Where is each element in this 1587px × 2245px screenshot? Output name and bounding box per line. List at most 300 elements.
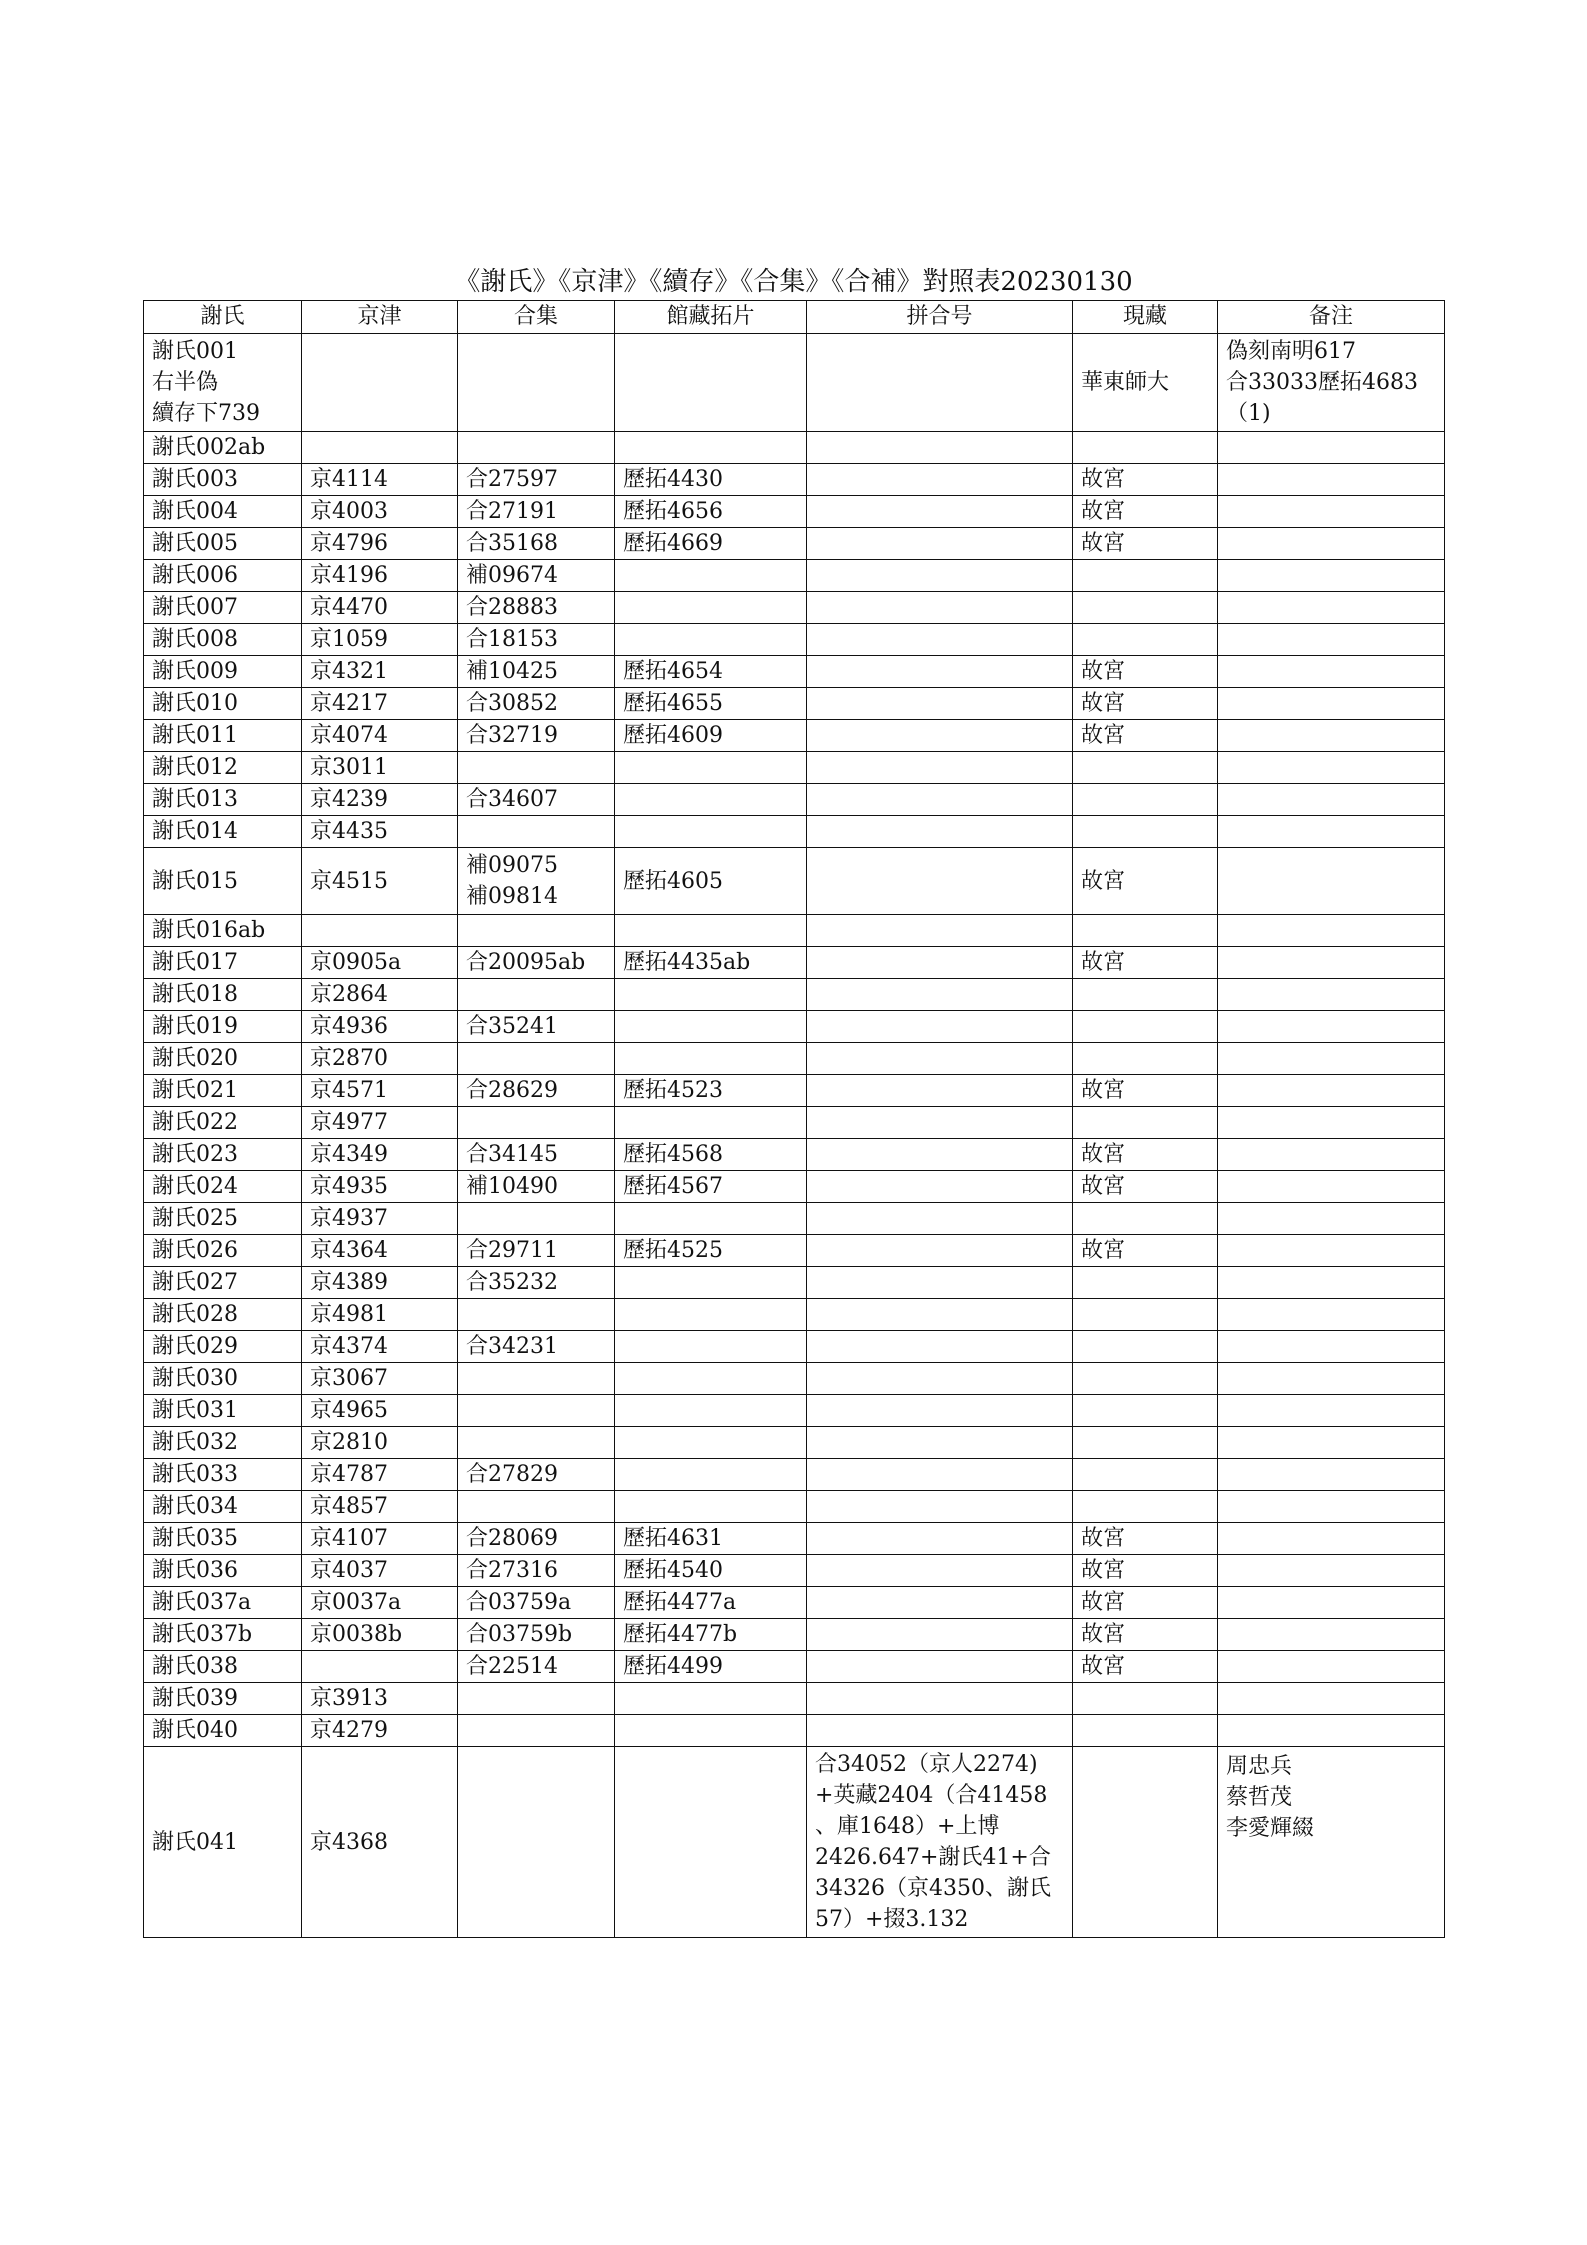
cell-xie <box>144 1075 302 1107</box>
cell-xie <box>144 1267 302 1299</box>
cell-jingjin <box>302 656 458 688</box>
cell-heji <box>458 915 615 947</box>
cell-jingjin-line: 京4349 <box>310 1142 388 1167</box>
cell-join <box>807 1075 1073 1107</box>
cell-location <box>1073 848 1218 915</box>
cell-xie <box>144 1619 302 1651</box>
cell-rubbing <box>615 1747 807 1938</box>
cell-location <box>1073 915 1218 947</box>
cell-xie <box>144 592 302 624</box>
table-row <box>144 1427 1445 1459</box>
cell-xie <box>144 432 302 464</box>
cell-join <box>807 1363 1073 1395</box>
cell-location <box>1073 947 1218 979</box>
cell-join <box>807 1427 1073 1459</box>
cell-jingjin <box>302 688 458 720</box>
cell-heji-line: 補09075 <box>466 853 558 878</box>
cell-join <box>807 592 1073 624</box>
cell-location <box>1073 1715 1218 1747</box>
cell-heji <box>458 656 615 688</box>
cell-jingjin-line: 京4470 <box>310 595 388 620</box>
cell-xie-line: 謝氏019 <box>152 1014 238 1039</box>
cell-heji-line: 合03759a <box>466 1590 572 1615</box>
cell-xie-line: 謝氏036 <box>152 1558 238 1583</box>
table-row <box>144 1075 1445 1107</box>
cell-heji <box>458 1363 615 1395</box>
cell-heji-line: 合27191 <box>466 499 558 524</box>
cell-join <box>807 1747 1073 1938</box>
cell-xie-line: 謝氏033 <box>152 1462 238 1487</box>
cell-xie <box>144 1715 302 1747</box>
cell-jingjin <box>302 1235 458 1267</box>
cell-rubbing-line: 歷拓4430 <box>623 467 723 492</box>
table-row <box>144 752 1445 784</box>
cell-heji <box>458 1139 615 1171</box>
cell-rubbing <box>615 1203 807 1235</box>
cell-xie <box>144 784 302 816</box>
cell-location <box>1073 1043 1218 1075</box>
cell-jingjin-line: 京4965 <box>310 1398 388 1423</box>
cell-xie-line: 謝氏024 <box>152 1174 238 1199</box>
cell-jingjin <box>302 592 458 624</box>
table-row <box>144 528 1445 560</box>
table-row <box>144 1619 1445 1651</box>
cell-join <box>807 784 1073 816</box>
cell-rubbing <box>615 1075 807 1107</box>
table-row <box>144 592 1445 624</box>
cell-note <box>1218 784 1445 816</box>
cell-join <box>807 816 1073 848</box>
cell-rubbing-line: 歷拓4669 <box>623 531 723 556</box>
cell-heji <box>458 432 615 464</box>
cell-jingjin <box>302 1075 458 1107</box>
cell-rubbing-line: 歷拓4656 <box>623 499 723 524</box>
cell-location <box>1073 656 1218 688</box>
cell-jingjin <box>302 1011 458 1043</box>
cell-jingjin-line: 京4114 <box>310 467 388 492</box>
cell-join <box>807 1235 1073 1267</box>
cell-rubbing <box>615 1299 807 1331</box>
cell-jingjin-line: 京4936 <box>310 1014 388 1039</box>
cell-rubbing-line: 歷拓4525 <box>623 1238 723 1263</box>
cell-rubbing-line: 歷拓4477b <box>623 1622 738 1647</box>
cell-heji <box>458 848 615 915</box>
cell-location <box>1073 1267 1218 1299</box>
cell-rubbing <box>615 656 807 688</box>
cell-rubbing <box>615 784 807 816</box>
cell-rubbing <box>615 979 807 1011</box>
cell-join <box>807 1331 1073 1363</box>
cell-rubbing <box>615 1491 807 1523</box>
cell-xie-line: 謝氏004 <box>152 499 238 524</box>
cell-join-line: 合34052（京人2274) <box>815 1752 1038 1777</box>
cell-location <box>1073 1427 1218 1459</box>
cell-xie-line: 謝氏011 <box>152 723 238 748</box>
cell-xie-line: 謝氏013 <box>152 787 238 812</box>
table-row <box>144 1299 1445 1331</box>
cell-join <box>807 720 1073 752</box>
cell-heji <box>458 979 615 1011</box>
cell-jingjin-line: 京0037a <box>310 1590 402 1615</box>
cell-note <box>1218 656 1445 688</box>
cell-heji <box>458 1011 615 1043</box>
cell-rubbing-line: 歷拓4540 <box>623 1558 723 1583</box>
cell-heji <box>458 1203 615 1235</box>
cell-location-line: 華東師大 <box>1081 370 1170 395</box>
table-row <box>144 1715 1445 1747</box>
cell-heji <box>458 334 615 432</box>
header-heji: 合集 <box>458 301 615 334</box>
cell-xie-line: 謝氏018 <box>152 982 238 1007</box>
table-row <box>144 560 1445 592</box>
cell-xie <box>144 752 302 784</box>
cell-xie <box>144 496 302 528</box>
cell-heji <box>458 1331 615 1363</box>
cell-heji-line: 合34607 <box>466 787 558 812</box>
cell-xie-line: 謝氏001 <box>152 339 238 364</box>
cell-join-line: +英藏2404（合41458 <box>815 1783 1048 1808</box>
cell-heji-line: 補10425 <box>466 659 558 684</box>
cell-heji-line: 合32719 <box>466 723 558 748</box>
cell-join <box>807 979 1073 1011</box>
cell-location <box>1073 464 1218 496</box>
header-row <box>144 301 1445 334</box>
cell-location <box>1073 1011 1218 1043</box>
cell-join <box>807 624 1073 656</box>
cell-note <box>1218 1107 1445 1139</box>
cell-location <box>1073 1651 1218 1683</box>
cell-heji <box>458 1459 615 1491</box>
table-row <box>144 1107 1445 1139</box>
cell-xie <box>144 1395 302 1427</box>
cell-heji <box>458 1299 615 1331</box>
cell-jingjin-line: 京4515 <box>310 868 388 894</box>
cell-rubbing <box>615 752 807 784</box>
cell-join <box>807 1491 1073 1523</box>
cell-jingjin <box>302 752 458 784</box>
cell-jingjin-line: 京4003 <box>310 499 388 524</box>
cell-rubbing <box>615 1651 807 1683</box>
cell-heji <box>458 1171 615 1203</box>
cell-heji <box>458 1427 615 1459</box>
cell-rubbing <box>615 1363 807 1395</box>
cell-location <box>1073 1331 1218 1363</box>
cell-location <box>1073 1203 1218 1235</box>
cell-note <box>1218 1171 1445 1203</box>
cell-jingjin-line: 京4374 <box>310 1334 388 1359</box>
cell-xie <box>144 1459 302 1491</box>
cell-jingjin-line: 京4857 <box>310 1494 388 1519</box>
cell-location <box>1073 1299 1218 1331</box>
cell-rubbing-line: 歷拓4477a <box>623 1590 737 1615</box>
cell-heji-line: 合35241 <box>466 1014 558 1039</box>
cell-rubbing <box>615 1171 807 1203</box>
cell-xie <box>144 624 302 656</box>
table-row <box>144 1651 1445 1683</box>
cell-join-line: 57）+掇3.132 <box>815 1907 969 1932</box>
cell-note <box>1218 528 1445 560</box>
cell-jingjin-line: 京4239 <box>310 787 388 812</box>
cell-note <box>1218 1267 1445 1299</box>
table-row <box>144 1043 1445 1075</box>
cell-jingjin <box>302 624 458 656</box>
cell-location <box>1073 1235 1218 1267</box>
cell-heji <box>458 688 615 720</box>
cell-note <box>1218 1299 1445 1331</box>
cell-rubbing <box>615 334 807 432</box>
cell-xie-line: 謝氏005 <box>152 531 238 556</box>
cell-xie <box>144 528 302 560</box>
cell-xie <box>144 1011 302 1043</box>
cell-location <box>1073 1395 1218 1427</box>
cell-jingjin <box>302 915 458 947</box>
cell-heji-line: 合27316 <box>466 1558 558 1583</box>
cell-note <box>1218 1363 1445 1395</box>
cell-heji <box>458 752 615 784</box>
cell-location <box>1073 1075 1218 1107</box>
cell-location <box>1073 1171 1218 1203</box>
cell-join <box>807 947 1073 979</box>
cell-note <box>1218 1587 1445 1619</box>
table-row <box>144 1235 1445 1267</box>
cell-jingjin <box>302 1331 458 1363</box>
cell-note <box>1218 560 1445 592</box>
cell-note <box>1218 1619 1445 1651</box>
cell-xie-line: 謝氏014 <box>152 819 238 844</box>
table-row <box>144 688 1445 720</box>
table-row <box>144 784 1445 816</box>
cell-jingjin-line: 京1059 <box>310 627 388 652</box>
cell-xie <box>144 848 302 915</box>
cell-jingjin <box>302 1267 458 1299</box>
cell-heji <box>458 1075 615 1107</box>
cell-rubbing-line: 歷拓4499 <box>623 1654 723 1679</box>
cell-xie <box>144 1203 302 1235</box>
cell-note <box>1218 624 1445 656</box>
cell-jingjin <box>302 334 458 432</box>
table-row <box>144 1747 1445 1938</box>
cell-rubbing <box>615 1715 807 1747</box>
table-row <box>144 624 1445 656</box>
cell-heji <box>458 1491 615 1523</box>
cell-note-line: 蔡哲茂 <box>1226 1785 1293 1810</box>
cell-location-line: 故宮 <box>1081 868 1126 894</box>
cell-heji-line: 合30852 <box>466 691 558 716</box>
cell-jingjin <box>302 848 458 915</box>
cell-rubbing <box>615 1011 807 1043</box>
cell-jingjin <box>302 816 458 848</box>
cell-note <box>1218 848 1445 915</box>
cell-location <box>1073 1491 1218 1523</box>
cell-location <box>1073 1363 1218 1395</box>
cell-join <box>807 560 1073 592</box>
cell-jingjin-line: 京4796 <box>310 531 388 556</box>
cell-location <box>1073 334 1218 432</box>
cell-jingjin <box>302 979 458 1011</box>
cell-join <box>807 432 1073 464</box>
cell-jingjin-line: 京4368 <box>310 1829 388 1855</box>
cell-join <box>807 1715 1073 1747</box>
cell-note <box>1218 816 1445 848</box>
cell-heji <box>458 1523 615 1555</box>
cell-heji <box>458 720 615 752</box>
cell-xie <box>144 1651 302 1683</box>
cell-xie-line: 謝氏041 <box>152 1829 238 1855</box>
cell-heji-line: 合20095ab <box>466 950 586 975</box>
cell-jingjin <box>302 1683 458 1715</box>
cell-note <box>1218 334 1445 432</box>
cell-heji <box>458 816 615 848</box>
cell-rubbing <box>615 1587 807 1619</box>
cell-join <box>807 1107 1073 1139</box>
cell-jingjin-line: 京4196 <box>310 563 388 588</box>
table-row <box>144 1491 1445 1523</box>
cell-rubbing-line: 歷拓4605 <box>623 868 723 894</box>
cell-heji-line: 合28883 <box>466 595 558 620</box>
cell-join <box>807 752 1073 784</box>
cell-join <box>807 1683 1073 1715</box>
cell-rubbing <box>615 1107 807 1139</box>
cell-join <box>807 1459 1073 1491</box>
cell-xie-line: 謝氏022 <box>152 1110 238 1135</box>
cell-heji <box>458 1043 615 1075</box>
cell-xie-line: 謝氏032 <box>152 1430 238 1455</box>
cell-rubbing <box>615 1235 807 1267</box>
cell-note <box>1218 1427 1445 1459</box>
cell-jingjin <box>302 1619 458 1651</box>
cell-xie-line: 續存下739 <box>152 401 260 426</box>
cell-jingjin <box>302 1363 458 1395</box>
cell-xie-line: 謝氏021 <box>152 1078 238 1103</box>
cell-note <box>1218 1235 1445 1267</box>
cell-xie-line: 謝氏040 <box>152 1718 238 1743</box>
cell-location <box>1073 496 1218 528</box>
cell-note <box>1218 752 1445 784</box>
cell-heji-line: 合34145 <box>466 1142 558 1167</box>
cell-heji-line: 合28629 <box>466 1078 558 1103</box>
cell-xie <box>144 1171 302 1203</box>
cell-xie-line: 謝氏030 <box>152 1366 238 1391</box>
cell-xie <box>144 1043 302 1075</box>
cell-xie-line: 謝氏038 <box>152 1654 238 1679</box>
cell-join <box>807 1587 1073 1619</box>
cell-rubbing <box>615 1619 807 1651</box>
cell-xie <box>144 656 302 688</box>
cell-note <box>1218 496 1445 528</box>
cell-jingjin <box>302 947 458 979</box>
table-row <box>144 915 1445 947</box>
cell-xie-line: 謝氏027 <box>152 1270 238 1295</box>
cell-jingjin <box>302 1203 458 1235</box>
table-row <box>144 1555 1445 1587</box>
table-row <box>144 1267 1445 1299</box>
cell-location-line: 故宮 <box>1081 1622 1126 1647</box>
cell-note <box>1218 592 1445 624</box>
table-row <box>144 432 1445 464</box>
header-xie: 謝氏 <box>144 301 302 334</box>
cell-jingjin-line: 京4279 <box>310 1718 388 1743</box>
cell-rubbing <box>615 1139 807 1171</box>
cell-xie <box>144 1555 302 1587</box>
cell-jingjin-line: 京4571 <box>310 1078 388 1103</box>
cell-xie <box>144 1363 302 1395</box>
cell-jingjin-line: 京4787 <box>310 1462 388 1487</box>
cell-location-line: 故宮 <box>1081 1142 1126 1167</box>
cell-location <box>1073 752 1218 784</box>
cell-xie <box>144 688 302 720</box>
cell-note <box>1218 688 1445 720</box>
cell-rubbing <box>615 1331 807 1363</box>
cell-location-line: 故宮 <box>1081 659 1126 684</box>
cell-note <box>1218 1043 1445 1075</box>
cell-location-line: 故宮 <box>1081 1078 1126 1103</box>
cell-xie <box>144 1331 302 1363</box>
cell-note <box>1218 1075 1445 1107</box>
cell-heji-line: 補10490 <box>466 1174 558 1199</box>
cell-heji <box>458 464 615 496</box>
cell-note <box>1218 979 1445 1011</box>
cell-heji <box>458 1555 615 1587</box>
cell-join <box>807 1203 1073 1235</box>
cell-location-line: 故宮 <box>1081 1238 1126 1263</box>
table-row <box>144 720 1445 752</box>
cell-jingjin-line: 京4937 <box>310 1206 388 1231</box>
cell-join <box>807 1011 1073 1043</box>
table-row <box>144 848 1445 915</box>
cell-rubbing <box>615 1683 807 1715</box>
cell-join <box>807 1523 1073 1555</box>
table-row <box>144 334 1445 432</box>
table-body <box>144 334 1445 1938</box>
cell-location <box>1073 1107 1218 1139</box>
cell-note <box>1218 1491 1445 1523</box>
cell-rubbing <box>615 496 807 528</box>
cell-jingjin <box>302 1523 458 1555</box>
cell-xie-line: 謝氏009 <box>152 659 238 684</box>
table-row <box>144 464 1445 496</box>
cell-xie <box>144 1427 302 1459</box>
cell-jingjin-line: 京4935 <box>310 1174 388 1199</box>
cell-xie <box>144 560 302 592</box>
cell-location-line: 故宮 <box>1081 467 1126 492</box>
cell-join <box>807 1395 1073 1427</box>
cell-jingjin <box>302 720 458 752</box>
cell-xie <box>144 816 302 848</box>
cell-location <box>1073 592 1218 624</box>
header-location: 現藏 <box>1073 301 1218 334</box>
cell-jingjin-line: 京4107 <box>310 1526 388 1551</box>
cell-jingjin-line: 京0038b <box>310 1622 403 1647</box>
cell-rubbing-line: 歷拓4523 <box>623 1078 723 1103</box>
cell-note-line: 偽刻南明617 <box>1226 339 1356 364</box>
cell-heji <box>458 1619 615 1651</box>
cell-join <box>807 1299 1073 1331</box>
cell-jingjin <box>302 1715 458 1747</box>
cell-note-line: 李愛輝綴 <box>1226 1816 1315 1841</box>
cell-jingjin <box>302 1427 458 1459</box>
cell-rubbing <box>615 624 807 656</box>
cell-heji-line: 合27829 <box>466 1462 558 1487</box>
cell-location <box>1073 979 1218 1011</box>
cell-xie <box>144 979 302 1011</box>
cell-join <box>807 915 1073 947</box>
cell-join <box>807 848 1073 915</box>
cell-jingjin-line: 京4389 <box>310 1270 388 1295</box>
cell-jingjin-line: 京3913 <box>310 1686 388 1711</box>
cell-rubbing <box>615 432 807 464</box>
cell-rubbing-line: 歷拓4655 <box>623 691 723 716</box>
cell-heji <box>458 624 615 656</box>
